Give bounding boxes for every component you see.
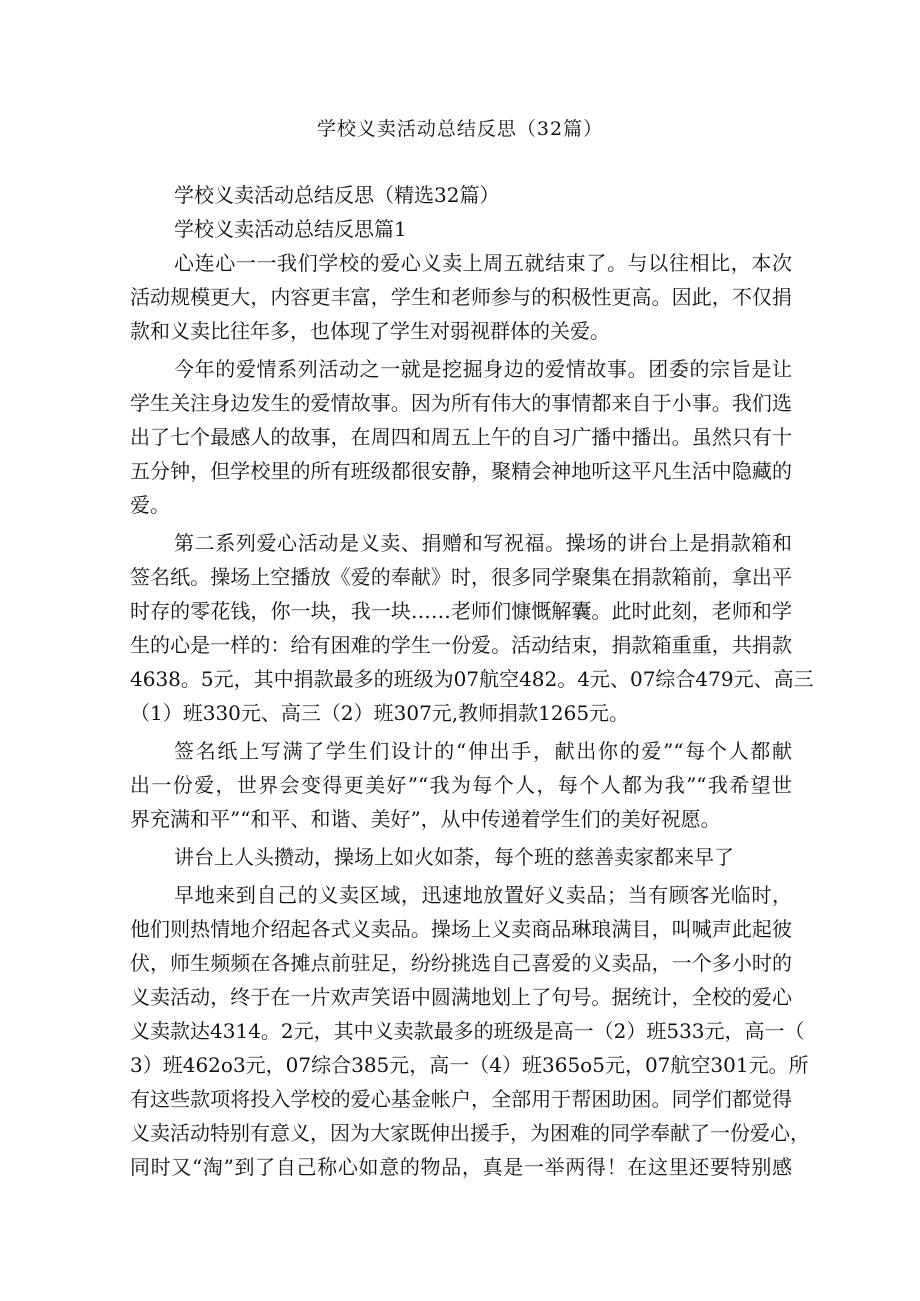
paragraph-line: （1）班330元、高三（2）班307元,教师捐款1265元。 bbox=[130, 701, 630, 725]
paragraph-line: 有这些款项将投入学校的爱心基金帐户，全部用于帮困助困。同学们都觉得 bbox=[130, 1087, 792, 1111]
paragraph-line: 签名纸上写满了学生们设计的“伸出手，献出你的爱”“每个人都献 bbox=[174, 739, 792, 763]
document-body bbox=[130, 178, 814, 1188]
paragraph-line: 早地来到自己的义卖区域，迅速地放置好义卖品；当有顾客光临时， bbox=[174, 883, 792, 907]
paragraph-line: 学生关注身边发生的爱情故事。因为所有伟大的事情都来自于小事。我们选 bbox=[130, 391, 792, 415]
document-subtitle: 学校义卖活动总结反思（精选32篇） bbox=[174, 183, 500, 207]
paragraph-line: 他们则热情地介绍起各式义卖品。操场上义卖商品琳琅满目，叫喊声此起彼 bbox=[130, 917, 792, 941]
paragraph-line: 义卖活动特别有意义，因为大家既伸出援手，为困难的同学奉献了一份爱心， bbox=[130, 1121, 810, 1145]
paragraph-line: 出了七个最感人的故事，在周四和周五上午的自习广播中播出。虽然只有十 bbox=[130, 425, 792, 449]
paragraph-line: 4638。5元，其中捐款最多的班级为07航空482。4元、07综合479元、高三 bbox=[130, 667, 814, 691]
paragraph-line: 义卖款达4314。2元，其中义卖款最多的班级是高一（2）班533元，高一（ bbox=[130, 1019, 805, 1043]
paragraph-line: 界充满和平”“和平、和谐、美好”，从中传递着学生们的美好祝愿。 bbox=[130, 807, 721, 831]
paragraph-line: 伏，师生频频在各摊点前驻足，纷纷挑选自己喜爱的义卖品，一个多小时的 bbox=[130, 951, 792, 975]
paragraph-line: 时存的零花钱，你一块，我一块……老师们慷慨解囊。此时此刻，老师和学 bbox=[130, 599, 792, 623]
paragraph-6 bbox=[130, 878, 810, 1184]
paragraph-3 bbox=[130, 526, 814, 730]
paragraph-line: 五分钟，但学校里的所有班级都很安静，聚精会神地听这平凡生活中隐藏的 bbox=[130, 459, 792, 483]
paragraph-5 bbox=[130, 840, 792, 874]
paragraph-line: 3）班462o3元，07综合385元，高一（4）班365o5元，07航空301元。所 bbox=[130, 1053, 809, 1077]
paragraph-line: 款和义卖比往年多，也体现了学生对弱视群体的关爱。 bbox=[130, 319, 610, 343]
paragraph-line: 活动规模更大，内容更丰富，学生和老师参与的积极性更高。因此，不仅捐 bbox=[130, 285, 792, 309]
paragraph-line: 心连心一一我们学校的爱心义卖上周五就结束了。与以往相比，本次 bbox=[174, 251, 792, 275]
document-title: 学校义卖活动总结反思（32篇） bbox=[316, 118, 604, 140]
paragraph-line: 生的心是一样的：给有困难的学生一份爱。活动结束，捐款箱重重，共捐款 bbox=[130, 633, 792, 657]
paragraph-line: 同时又“淘”到了自己称心如意的物品，真是一举两得！在这里还要特别感 bbox=[130, 1155, 792, 1179]
paragraph-4 bbox=[130, 734, 792, 836]
paragraph-line: 讲台上人头攒动，操场上如火如荼，每个班的慈善卖家都来早了 bbox=[174, 845, 734, 869]
paragraph-line: 爱。 bbox=[130, 493, 170, 517]
paragraph-line: 第二系列爱心活动是义卖、捐赠和写祝福。操场的讲台上是捐款箱和 bbox=[174, 531, 792, 555]
paragraph-line: 出一份爱，世界会变得更美好”“我为每个人，每个人都为我”“我希望世 bbox=[130, 773, 792, 797]
paragraph-line: 签名纸。操场上空播放《爱的奉献》时，很多同学聚集在捐款箱前，拿出平 bbox=[130, 565, 792, 589]
paragraph-2 bbox=[130, 352, 792, 522]
paragraph-line: 今年的爱情系列活动之一就是挖掘身边的爱情故事。团委的宗旨是让 bbox=[174, 357, 792, 381]
paragraph-line: 义卖活动，终于在一片欢声笑语中圆满地划上了句号。据统计，全校的爱心 bbox=[130, 985, 792, 1009]
section-heading: 学校义卖活动总结反思篇1 bbox=[174, 217, 407, 241]
paragraph-1 bbox=[130, 246, 792, 348]
